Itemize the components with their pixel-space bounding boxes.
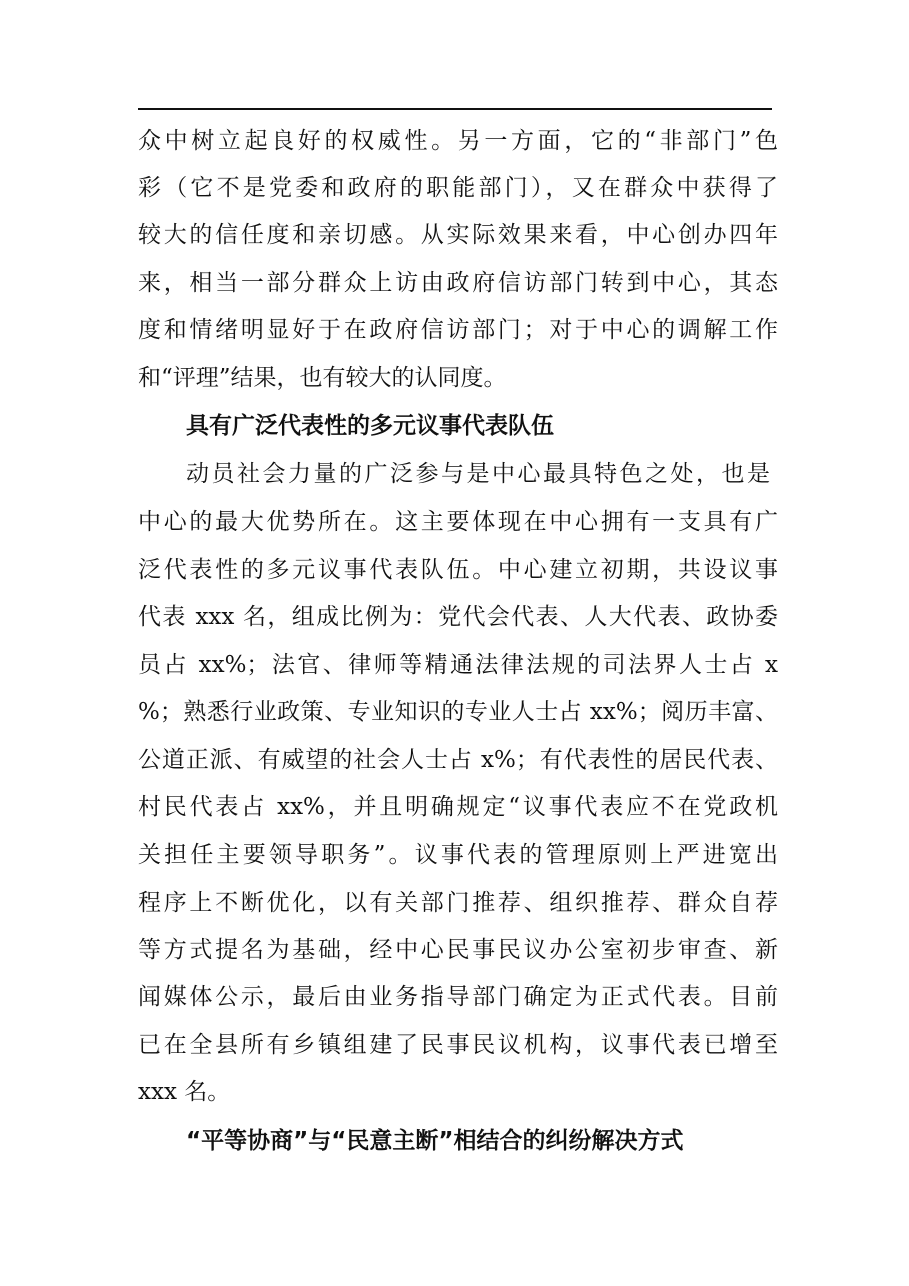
paragraph-line: 闻媒体公示，最后由业务指导部门确定为正式代表。目前	[138, 984, 778, 1010]
paragraph-line: 公道正派、有威望的社会人士占 x%；有代表性的居民代表、	[138, 747, 778, 773]
section-heading: “平等协商”与“民意主断”相结合的纠纷解决方式	[186, 1128, 684, 1154]
paragraph-line: 村民代表占 xx%，并且明确规定“议事代表应不在党政机	[138, 794, 778, 820]
paragraph-line: 中心的最大优势所在。这主要体现在中心拥有一支具有广	[138, 509, 778, 535]
paragraph-line: 较大的信任度和亲切感。从实际效果来看，中心创办四年	[138, 222, 778, 248]
paragraph-line: 员占 xx%；法官、律师等精通法律法规的司法界人士占 x	[138, 652, 778, 678]
paragraph-line: 代表 xxx 名，组成比例为：党代会代表、人大代表、政协委	[138, 604, 778, 630]
paragraph-line: 度和情绪明显好于在政府信访部门；对于中心的调解工作	[138, 317, 778, 343]
paragraph-line: 和“评理”结果，也有较大的认同度。	[138, 365, 507, 391]
paragraph-line: 已在全县所有乡镇组建了民事民议机构，议事代表已增至	[138, 1032, 778, 1058]
paragraph-line: 来，相当一部分群众上访由政府信访部门转到中心，其态	[138, 270, 778, 296]
paragraph-line: 程序上不断优化，以有关部门推荐、组织推荐、群众自荐	[138, 890, 778, 916]
paragraph-line: 众中树立起良好的权威性。另一方面，它的“非部门”色	[138, 128, 778, 154]
header-rule	[138, 108, 772, 110]
paragraph-line: 等方式提名为基础，经中心民事民议办公室初步审查、新	[138, 937, 778, 963]
paragraph-line: 动员社会力量的广泛参与是中心最具特色之处，也是	[186, 461, 770, 487]
paragraph-line: 彩（它不是党委和政府的职能部门），又在群众中获得了	[138, 175, 778, 201]
paragraph-line: 关担任主要领导职务”。议事代表的管理原则上严进宽出	[138, 842, 778, 868]
paragraph-line: 泛代表性的多元议事代表队伍。中心建立初期，共设议事	[138, 557, 778, 583]
paragraph-line: xxx 名。	[138, 1079, 231, 1105]
section-heading: 具有广泛代表性的多元议事代表队伍	[186, 413, 554, 439]
paragraph-line: %；熟悉行业政策、专业知识的专业人士占 xx%；阅历丰富、	[138, 699, 778, 725]
